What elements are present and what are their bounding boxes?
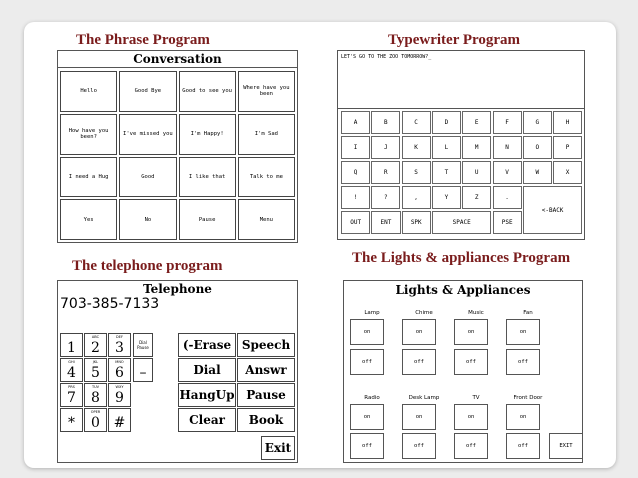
key-p[interactable]: P [553, 136, 582, 159]
dial-key[interactable] [108, 408, 131, 432]
key-i[interactable]: I [341, 136, 370, 159]
phrase-button[interactable]: I'm Sad [238, 114, 295, 155]
punctuation-key[interactable]: ? [371, 186, 400, 209]
function-key-space[interactable]: SPACE [432, 211, 492, 234]
phrase-button[interactable]: I've missed you [119, 114, 176, 155]
appliance-label: Desk Lamp [408, 395, 440, 401]
punctuation-key[interactable]: , [402, 186, 431, 209]
dial-key-digit: 0 [91, 415, 100, 431]
key-s[interactable]: S [402, 161, 431, 184]
key-h[interactable]: H [553, 111, 582, 134]
back-key[interactable]: <-BACK [523, 186, 583, 234]
key-t[interactable]: T [432, 161, 461, 184]
dial-key-letters: TUV [91, 385, 100, 389]
appliance-label: Radio [364, 395, 380, 401]
punctuation-key[interactable]: . [493, 186, 522, 209]
on-button[interactable]: on [402, 404, 436, 430]
phrase-button[interactable]: No [119, 199, 176, 240]
dial-key-digit: # [113, 415, 126, 431]
punctuation-key[interactable]: Z [462, 186, 491, 209]
phrase-grid [60, 71, 295, 240]
off-button[interactable]: off [454, 433, 488, 459]
dial-key-letters: WXY [115, 385, 124, 389]
pause-button[interactable]: Pause [237, 383, 295, 407]
key-k[interactable]: K [402, 136, 431, 159]
dial-key-letters: MNO [115, 360, 124, 364]
on-button[interactable]: on [506, 404, 540, 430]
key-e[interactable]: E [462, 111, 491, 134]
key-v[interactable]: V [493, 161, 522, 184]
key-w[interactable]: W [523, 161, 552, 184]
telephone-title: Telephone [143, 282, 212, 296]
dial-button[interactable]: Dial [178, 358, 236, 382]
phrase-button[interactable]: Talk to me [238, 157, 295, 198]
dial-key[interactable] [84, 358, 107, 382]
punctuation-key[interactable]: ! [341, 186, 370, 209]
typewriter-caption: Typewriter Program [388, 32, 521, 48]
appliance-label: Lamp [364, 310, 380, 316]
clear-button[interactable]: Clear [178, 408, 236, 432]
key-m[interactable]: M [462, 136, 491, 159]
on-button[interactable]: on [454, 404, 488, 430]
off-button[interactable]: off [506, 349, 540, 375]
function-key-pse[interactable]: PSE [493, 211, 522, 234]
key-n[interactable]: N [493, 136, 522, 159]
dial-key-letters: OPER [90, 410, 101, 414]
phrase-button[interactable]: Good [119, 157, 176, 198]
phrase-panel [57, 50, 298, 243]
dial-key-letters: GHI [68, 360, 75, 364]
dial-key-digit: 6 [115, 365, 124, 381]
erase-button[interactable]: (-Erase [178, 333, 236, 357]
on-button[interactable]: on [454, 319, 488, 345]
dial-key[interactable] [108, 358, 131, 382]
dial-key-digit: 2 [91, 340, 100, 356]
phrase-button[interactable]: Hello [60, 71, 117, 112]
exit-button[interactable]: EXIT [549, 433, 583, 459]
dial-key-letters: PRS [68, 385, 75, 389]
dial-key[interactable] [108, 383, 131, 407]
telephone-panel [57, 280, 298, 463]
phrase-button[interactable]: Good Bye [119, 71, 176, 112]
dial-key-letters: DEF [116, 335, 123, 339]
dial-key[interactable] [108, 333, 131, 357]
phrase-button[interactable]: Menu [238, 199, 295, 240]
appliance-label: Fan [523, 310, 533, 316]
on-button[interactable]: on [350, 404, 384, 430]
key-r[interactable]: R [371, 161, 400, 184]
key-q[interactable]: Q [341, 161, 370, 184]
dial-key[interactable] [60, 358, 83, 382]
off-button[interactable]: off [402, 349, 436, 375]
dial-key-digit: 8 [91, 390, 100, 406]
dial-pause-label: Dial Pause [137, 340, 149, 350]
dial-key-digit: 7 [67, 390, 76, 406]
speech-button[interactable]: Speech [237, 333, 295, 357]
dial-key-digit: 9 [115, 390, 124, 406]
appliance-label: Music [468, 310, 484, 316]
phrase-title: Conversation [58, 51, 297, 68]
key-x[interactable]: X [553, 161, 582, 184]
dial-key-digit: * [68, 415, 75, 431]
on-button[interactable]: on [402, 319, 436, 345]
dial-pause-button[interactable] [133, 333, 153, 357]
dial-key[interactable] [60, 383, 83, 407]
appliance-label: TV [472, 395, 480, 401]
telephone-caption: The telephone program [72, 258, 223, 274]
lights-panel [343, 280, 583, 463]
appliance-label: Chime [415, 310, 433, 316]
dash-button[interactable] [133, 358, 153, 382]
key-g[interactable]: G [523, 111, 552, 134]
hangup-button[interactable]: HangUp [178, 383, 236, 407]
key-l[interactable]: L [432, 136, 461, 159]
phrase-button[interactable]: Good to see you [179, 71, 236, 112]
typewriter-keyboard [341, 111, 583, 236]
key-u[interactable]: U [462, 161, 491, 184]
off-button[interactable]: off [402, 433, 436, 459]
key-f[interactable]: F [493, 111, 522, 134]
phrase-button[interactable]: I'm Happy! [179, 114, 236, 155]
lights-caption: The Lights & appliances Program [352, 250, 571, 266]
off-button[interactable]: off [350, 433, 384, 459]
punctuation-key[interactable]: Y [432, 186, 461, 209]
key-j[interactable]: J [371, 136, 400, 159]
phrase-button[interactable]: Yes [60, 199, 117, 240]
phrase-caption: The Phrase Program [76, 32, 210, 48]
phrase-button[interactable]: I need a Hug [60, 157, 117, 198]
key-b[interactable]: B [371, 111, 400, 134]
dial-key-digit: 3 [115, 340, 124, 356]
exit-button[interactable]: Exit [261, 436, 295, 460]
dial-key-digit: 5 [91, 365, 100, 381]
function-key-spk[interactable]: SPK [402, 211, 431, 234]
function-key-ent[interactable]: ENT [371, 211, 400, 234]
appliance-label: Front Door [513, 395, 543, 401]
dial-key[interactable] [84, 408, 107, 432]
dash-label: – [139, 365, 147, 381]
on-button[interactable]: on [350, 319, 384, 345]
on-button[interactable]: on [506, 319, 540, 345]
function-key-out[interactable]: OUT [341, 211, 370, 234]
phrase-button[interactable]: I like that [179, 157, 236, 198]
key-a[interactable]: A [341, 111, 370, 134]
dial-key-digit: 4 [67, 365, 76, 381]
key-d[interactable]: D [432, 111, 461, 134]
dial-key[interactable] [84, 383, 107, 407]
dial-key-letters: ABC [91, 335, 100, 339]
off-button[interactable]: off [454, 349, 488, 375]
phrase-button[interactable]: How have you been? [60, 114, 117, 155]
dial-key[interactable] [60, 408, 83, 432]
typewriter-text-area[interactable]: LET'S GO TO THE ZOO TOMORROW?_ [338, 51, 584, 109]
key-c[interactable]: C [402, 111, 431, 134]
dial-key-letters: JKL [92, 360, 99, 364]
answer-button[interactable]: Answr [237, 358, 295, 382]
dial-key-digit: 1 [67, 340, 76, 356]
off-button[interactable]: off [506, 433, 540, 459]
dial-key[interactable] [84, 333, 107, 357]
off-button[interactable]: off [350, 349, 384, 375]
phrase-button[interactable]: Pause [179, 199, 236, 240]
phrase-button[interactable]: Where have you been [238, 71, 295, 112]
phone-number-display: 703-385-7133 [60, 296, 160, 312]
typewriter-panel [337, 50, 585, 240]
book-button[interactable]: Book [237, 408, 295, 432]
key-o[interactable]: O [523, 136, 552, 159]
dial-key[interactable] [60, 333, 83, 357]
lights-title: Lights & Appliances [395, 283, 531, 297]
